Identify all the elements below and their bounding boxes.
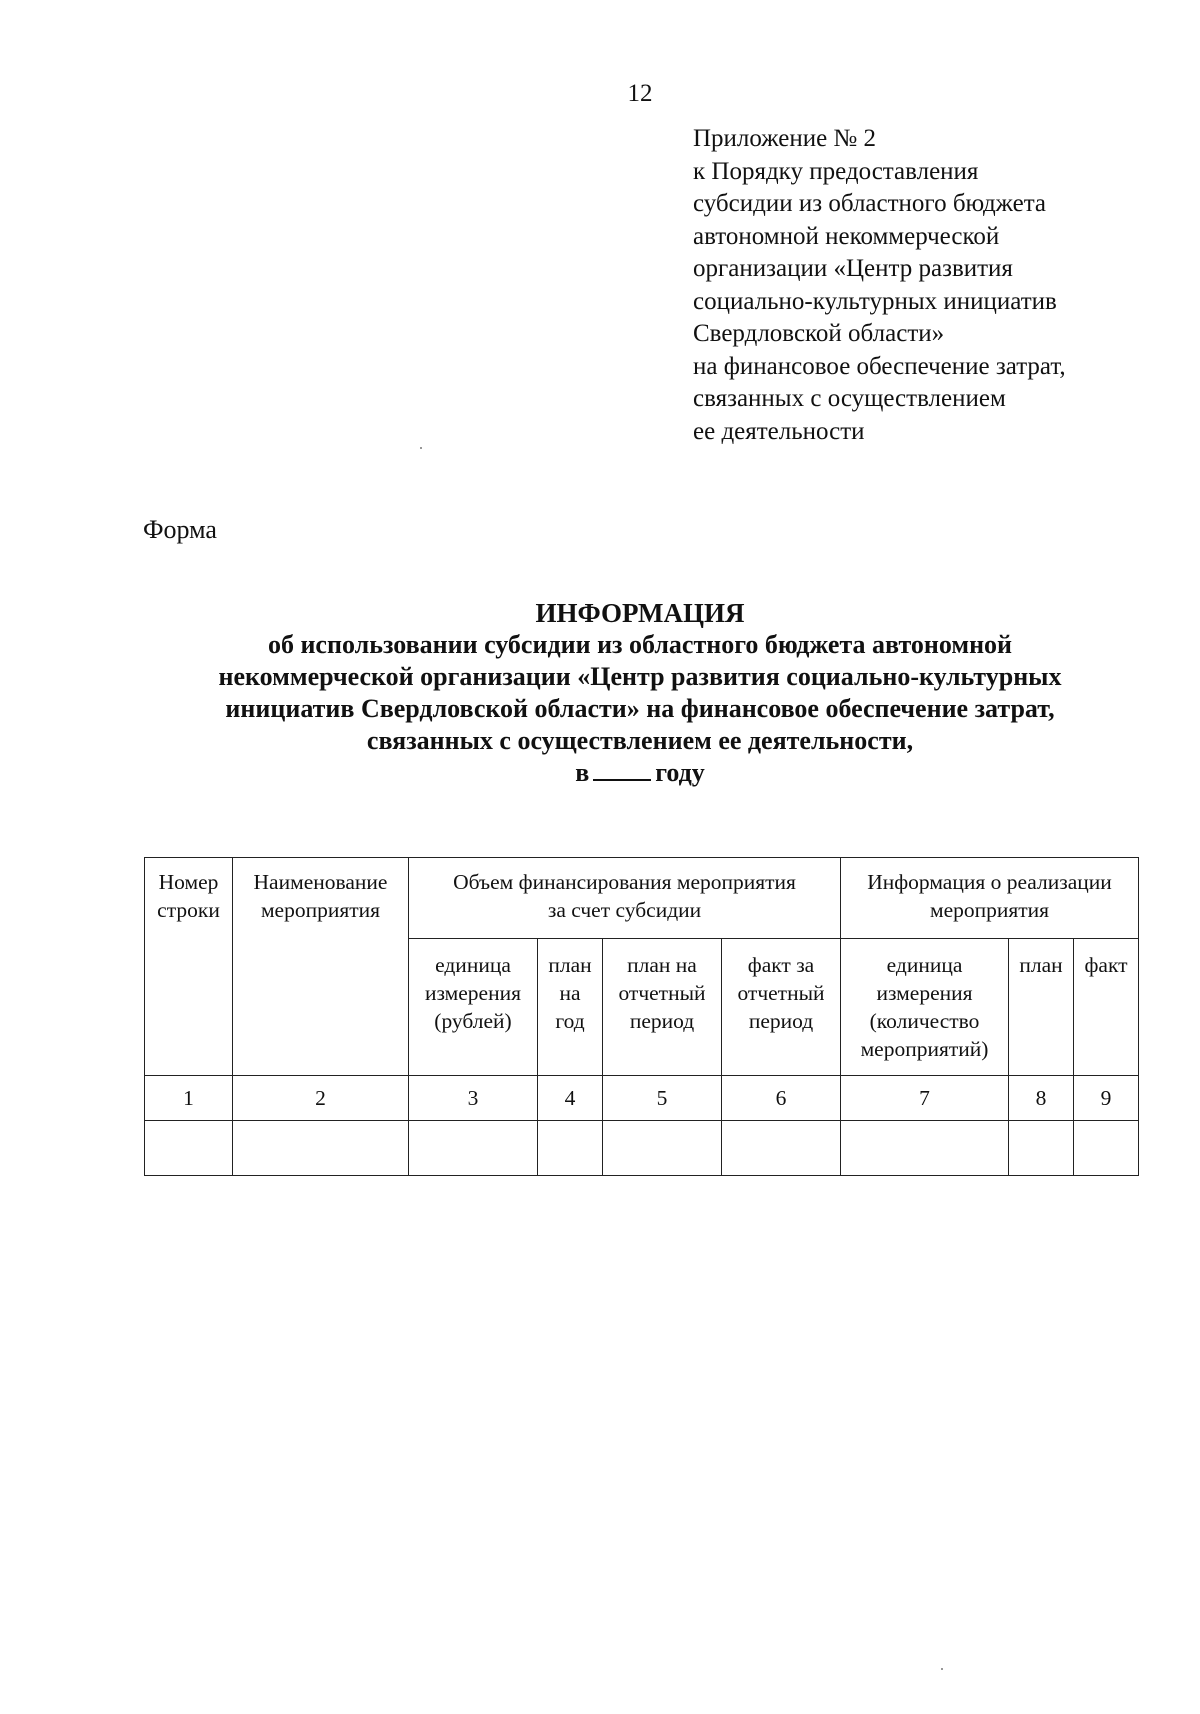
title-line: об использовании субсидии из областного бюджета автономной xyxy=(267,630,1013,659)
entry-cell[interactable] xyxy=(722,1121,841,1176)
appendix-line: автономной некоммерческой xyxy=(693,222,1000,250)
title-main: ИНФОРМАЦИЯ xyxy=(535,598,745,628)
title-line: некоммерческой организации «Центр развития социально-культурных xyxy=(218,662,1062,691)
report-table xyxy=(144,857,1139,1176)
entry-cell[interactable] xyxy=(603,1121,722,1176)
title-line: инициатив Свердловской области» на финансовое обеспечение затрат, xyxy=(225,694,1055,723)
header-row-number: Номер строки xyxy=(145,858,233,1076)
column-number: 2 xyxy=(233,1076,409,1121)
header-impl-plan: план xyxy=(1009,939,1074,1076)
title-year-line xyxy=(130,757,1150,789)
header-impl-unit: единица измерения (количество мероприятий) xyxy=(841,939,1009,1076)
column-number: 4 xyxy=(538,1076,603,1121)
appendix-line: организации «Центр развития xyxy=(693,255,1013,282)
header-fin-plan-year: план на год xyxy=(538,939,603,1076)
entry-cell[interactable] xyxy=(409,1121,538,1176)
header-row-1 xyxy=(145,858,1139,939)
title-line: связанных с осуществлением ее деятельности, xyxy=(366,726,914,755)
column-number: 6 xyxy=(722,1076,841,1121)
column-number: 5 xyxy=(603,1076,722,1121)
year-suffix: году xyxy=(655,758,705,787)
header-event-name: Наименование мероприятия xyxy=(233,858,409,1076)
appendix-block xyxy=(693,123,1066,448)
data-entry-row xyxy=(145,1121,1139,1176)
appendix-line: на финансовое обеспечение затрат, xyxy=(693,352,1066,380)
scan-speck xyxy=(420,447,422,449)
column-number: 3 xyxy=(409,1076,538,1121)
header-fin-unit: единица измерения (рублей) xyxy=(409,939,538,1076)
header-fin-fact-period: факт за отчетный период xyxy=(722,939,841,1076)
column-number: 7 xyxy=(841,1076,1009,1121)
column-number: 9 xyxy=(1074,1076,1139,1121)
entry-cell[interactable] xyxy=(1009,1121,1074,1176)
entry-cell[interactable] xyxy=(538,1121,603,1176)
form-label: Форма xyxy=(143,515,217,544)
header-fin-plan-period: план на отчетный период xyxy=(603,939,722,1076)
appendix-line: связанных с осуществлением xyxy=(693,385,1006,412)
year-prefix: в xyxy=(575,758,590,787)
appendix-line: к Порядку предоставления xyxy=(693,157,979,185)
document-title xyxy=(130,597,1150,789)
entry-cell[interactable] xyxy=(1074,1121,1139,1176)
appendix-line: Свердловской области» xyxy=(693,320,945,347)
appendix-line: ее деятельности xyxy=(693,417,865,445)
header-impl-fact: факт xyxy=(1074,939,1139,1076)
header-financing-group: Объем финансирования мероприятия за счет субсидии xyxy=(409,858,841,939)
appendix-line: субсидии из областного бюджета xyxy=(693,190,1047,217)
column-number-row xyxy=(145,1076,1139,1121)
entry-cell[interactable] xyxy=(145,1121,233,1176)
scan-speck xyxy=(941,1668,943,1670)
entry-cell[interactable] xyxy=(841,1121,1009,1176)
column-number: 8 xyxy=(1009,1076,1074,1121)
appendix-line: социально-культурных инициатив xyxy=(693,287,1057,315)
page-number: 12 xyxy=(627,80,653,107)
year-blank-field[interactable] xyxy=(593,759,651,781)
entry-cell[interactable] xyxy=(233,1121,409,1176)
column-number: 1 xyxy=(145,1076,233,1121)
header-implementation-group: Информация о реализации мероприятия xyxy=(841,858,1139,939)
appendix-line: Приложение № 2 xyxy=(693,125,877,152)
